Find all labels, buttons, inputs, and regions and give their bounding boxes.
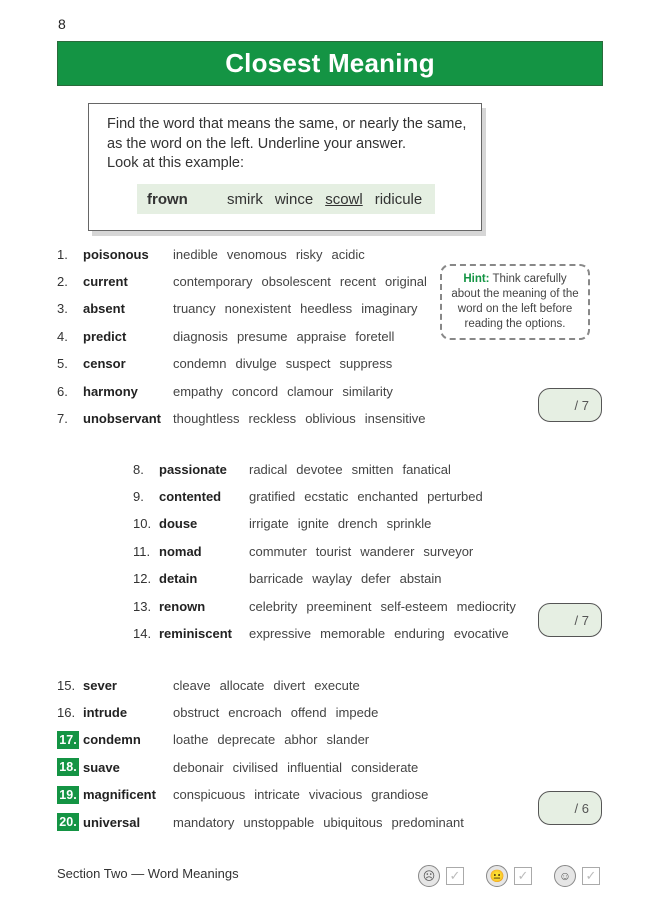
answer-option[interactable]: presume — [236, 328, 288, 344]
question-word: universal — [83, 814, 141, 830]
question-number: 15. — [57, 677, 76, 693]
question-row — [133, 623, 518, 643]
answer-option[interactable]: acidic — [331, 246, 365, 262]
question-number: 1. — [57, 246, 68, 262]
answer-option[interactable]: preeminent — [306, 598, 372, 614]
question-number: 11. — [133, 543, 151, 559]
answer-option[interactable]: waylay — [312, 571, 352, 587]
answer-option[interactable]: nonexistent — [224, 301, 292, 317]
question-number: 16. — [57, 704, 76, 720]
answer-option[interactable]: inedible — [173, 246, 218, 262]
question-word: reminiscent — [159, 625, 232, 641]
answer-option[interactable]: suspect — [285, 356, 331, 372]
answer-option[interactable]: expressive — [249, 625, 312, 641]
question-word: absent — [83, 301, 125, 317]
answer-option[interactable]: similarity — [342, 383, 393, 399]
question-number: 12. — [133, 571, 152, 587]
instructions-line-1: Find the word that means the same, or nearly the same, — [107, 116, 467, 132]
answer-option[interactable]: risky — [295, 246, 323, 262]
question-row — [133, 541, 482, 561]
question-row — [57, 326, 403, 346]
answer-option[interactable]: devotee — [296, 461, 343, 477]
question-row — [133, 459, 460, 479]
answer-options — [173, 274, 436, 289]
answer-option[interactable]: memorable — [320, 625, 386, 641]
check-icon[interactable]: ✓ — [514, 867, 532, 885]
answer-option[interactable]: deprecate — [217, 732, 276, 748]
hint-box — [440, 264, 590, 340]
question-number: 9. — [133, 488, 144, 504]
question-row — [57, 785, 437, 805]
answer-options — [173, 760, 427, 775]
question-word: magnificent — [83, 787, 156, 803]
answer-option[interactable]: foretell — [355, 328, 395, 344]
answer-option[interactable]: divulge — [235, 356, 277, 372]
answer-options — [173, 384, 402, 399]
answer-options — [173, 411, 434, 426]
question-word: suave — [83, 759, 120, 775]
answer-option[interactable]: fanatical — [402, 461, 451, 477]
example-lead: Look at this example: — [107, 155, 245, 171]
answer-options — [173, 247, 374, 262]
answer-options — [173, 732, 378, 747]
hint-label: Hint: — [463, 273, 490, 285]
answer-option[interactable]: evocative — [453, 625, 509, 641]
answer-option[interactable]: diagnosis — [173, 328, 228, 344]
answer-option[interactable]: venomous — [226, 246, 287, 262]
answer-option[interactable]: sprinkle — [386, 516, 432, 532]
answer-option[interactable]: obstruct — [173, 704, 220, 720]
sad-face-icon: ☹ — [418, 865, 440, 887]
question-number: 13. — [133, 598, 152, 614]
answer-option[interactable]: debonair — [173, 759, 224, 775]
answer-option[interactable]: thoughtless — [173, 410, 240, 426]
answer-options — [249, 462, 460, 477]
answer-option[interactable]: enchanted — [357, 488, 419, 504]
instructions-line-2: as the word on the left. Underline your answer. — [107, 136, 407, 152]
question-row — [57, 299, 427, 319]
answer-option[interactable]: vivacious — [308, 787, 363, 803]
answer-option[interactable]: empathy — [173, 383, 223, 399]
answer-option[interactable]: civilised — [232, 759, 279, 775]
question-row — [133, 596, 525, 616]
answer-option[interactable]: concord — [231, 383, 279, 399]
question-number: 3. — [57, 301, 68, 317]
example-option: smirk — [227, 190, 263, 208]
answer-option[interactable]: divert — [273, 677, 306, 693]
answer-option[interactable]: grandiose — [371, 787, 429, 803]
answer-option[interactable]: truancy — [173, 301, 216, 317]
answer-options — [173, 301, 427, 316]
check-icon[interactable]: ✓ — [446, 867, 464, 885]
answer-option[interactable]: self-esteem — [380, 598, 448, 614]
question-word: current — [83, 273, 128, 289]
question-word: condemn — [83, 732, 141, 748]
answer-option[interactable]: impede — [335, 704, 379, 720]
answer-option[interactable]: slander — [326, 732, 370, 748]
check-icon[interactable]: ✓ — [582, 867, 600, 885]
question-row — [133, 486, 492, 506]
answer-option[interactable]: cleave — [173, 677, 211, 693]
question-row — [57, 354, 401, 374]
answer-option[interactable]: recent — [339, 273, 377, 289]
score-label: / 7 — [574, 612, 589, 628]
answer-option[interactable]: wanderer — [360, 543, 415, 559]
hint-text: Think carefully about the meaning of the word on the left before reading the options. — [451, 273, 579, 330]
question-number: 17. — [57, 731, 79, 749]
answer-option[interactable]: celebrity — [249, 598, 298, 614]
neutral-face-icon: 😐 — [486, 865, 508, 887]
question-word: harmony — [83, 383, 138, 399]
answer-option[interactable]: appraise — [296, 328, 347, 344]
question-word: poisonous — [83, 246, 149, 262]
answer-options — [249, 544, 482, 559]
answer-option[interactable]: barricade — [249, 571, 304, 587]
score-box[interactable] — [538, 388, 602, 422]
answer-option[interactable]: surveyor — [423, 543, 474, 559]
question-word: douse — [159, 516, 198, 532]
answer-option[interactable]: suppress — [339, 356, 393, 372]
answer-option[interactable]: influential — [287, 759, 343, 775]
question-row — [57, 408, 434, 428]
happy-face-icon: ☺ — [554, 865, 576, 887]
answer-option[interactable]: original — [385, 273, 427, 289]
question-row — [57, 730, 378, 750]
answer-options — [249, 489, 492, 504]
score-box[interactable] — [538, 603, 602, 637]
question-number: 14. — [133, 625, 152, 641]
answer-option[interactable]: ubiquitous — [323, 814, 383, 830]
answer-option[interactable]: mediocrity — [456, 598, 516, 614]
question-word: detain — [159, 571, 198, 587]
answer-option[interactable]: defer — [360, 571, 391, 587]
answer-option[interactable]: obsolescent — [261, 273, 331, 289]
answer-option[interactable]: oblivious — [305, 410, 356, 426]
answer-option[interactable]: irrigate — [249, 516, 289, 532]
question-number: 2. — [57, 273, 68, 289]
question-number: 20. — [57, 813, 79, 831]
question-number: 18. — [57, 758, 79, 776]
answer-option[interactable]: considerate — [351, 759, 419, 775]
answer-options — [249, 599, 525, 614]
instructions-text — [107, 114, 477, 154]
score-box[interactable] — [538, 791, 602, 825]
question-word: censor — [83, 356, 126, 372]
answer-option[interactable]: execute — [314, 677, 360, 693]
answer-option[interactable]: encroach — [228, 704, 282, 720]
score-label: / 7 — [574, 397, 589, 413]
question-row — [57, 271, 436, 291]
answer-option[interactable]: offend — [290, 704, 327, 720]
answer-option[interactable]: intricate — [254, 787, 300, 803]
question-word: sever — [83, 677, 117, 693]
answer-option[interactable]: radical — [249, 461, 288, 477]
answer-option[interactable]: drench — [337, 516, 378, 532]
answer-option[interactable]: condemn — [173, 356, 227, 372]
question-row — [57, 812, 473, 832]
question-row — [133, 514, 440, 534]
answer-options — [173, 705, 387, 720]
answer-option[interactable]: tourist — [315, 543, 352, 559]
question-row — [57, 244, 374, 264]
example-answer: scowl — [325, 190, 363, 208]
answer-option[interactable]: clamour — [287, 383, 334, 399]
question-word: unobservant — [83, 410, 162, 426]
answer-option[interactable]: imaginary — [361, 301, 418, 317]
answer-option[interactable]: ecstatic — [304, 488, 349, 504]
question-number: 8. — [133, 461, 144, 477]
footer-section-label: Section Two — Word Meanings — [57, 866, 239, 881]
question-number: 4. — [57, 328, 68, 344]
answer-options — [173, 329, 403, 344]
answer-option[interactable]: smitten — [351, 461, 394, 477]
answer-options — [249, 516, 440, 531]
answer-options — [249, 571, 451, 586]
question-word: passionate — [159, 461, 227, 477]
score-label: / 6 — [574, 800, 589, 816]
answer-option[interactable]: reckless — [248, 410, 297, 426]
answer-option[interactable]: mandatory — [173, 814, 235, 830]
question-number: 19. — [57, 786, 79, 804]
question-number: 10. — [133, 516, 152, 532]
question-word: renown — [159, 598, 206, 614]
answer-option[interactable]: predominant — [391, 814, 464, 830]
instructions-box — [88, 103, 482, 231]
answer-option[interactable]: gratified — [249, 488, 296, 504]
question-row — [57, 381, 402, 401]
page-title: Closest Meaning — [225, 48, 435, 78]
rating-happy[interactable] — [554, 865, 600, 887]
answer-option[interactable]: perturbed — [427, 488, 483, 504]
title-banner — [57, 41, 603, 86]
question-row — [57, 757, 427, 777]
answer-option[interactable]: unstoppable — [243, 814, 315, 830]
answer-options — [249, 626, 518, 641]
question-word: intrude — [83, 704, 128, 720]
answer-option[interactable]: conspicuous — [173, 787, 246, 803]
question-row — [57, 675, 369, 695]
answer-option[interactable]: ignite — [297, 516, 329, 532]
answer-option[interactable]: heedless — [300, 301, 353, 317]
example-option: wince — [274, 190, 314, 208]
example-strip — [137, 184, 435, 214]
answer-option[interactable]: loathe — [173, 732, 209, 748]
question-number: 5. — [57, 356, 68, 372]
question-number: 7. — [57, 410, 68, 426]
question-word: contented — [159, 488, 222, 504]
answer-option[interactable]: abhor — [284, 732, 318, 748]
question-number: 6. — [57, 383, 68, 399]
example-option: ridicule — [374, 190, 423, 208]
answer-option[interactable]: enduring — [394, 625, 445, 641]
answer-option[interactable]: commuter — [249, 543, 307, 559]
answer-option[interactable]: allocate — [219, 677, 265, 693]
answer-options — [173, 815, 473, 830]
example-word: frown — [147, 190, 188, 208]
rating-neutral[interactable] — [486, 865, 532, 887]
answer-options — [173, 787, 437, 802]
page-number: 8 — [58, 16, 66, 32]
answer-options — [173, 356, 401, 371]
question-word: predict — [83, 328, 127, 344]
question-row — [57, 702, 387, 722]
rating-sad[interactable] — [418, 865, 464, 887]
answer-option[interactable]: contemporary — [173, 273, 253, 289]
question-row — [133, 569, 451, 589]
question-word: nomad — [159, 543, 202, 559]
answer-option[interactable]: abstain — [399, 571, 442, 587]
answer-option[interactable]: insensitive — [364, 410, 426, 426]
answer-options — [173, 678, 369, 693]
